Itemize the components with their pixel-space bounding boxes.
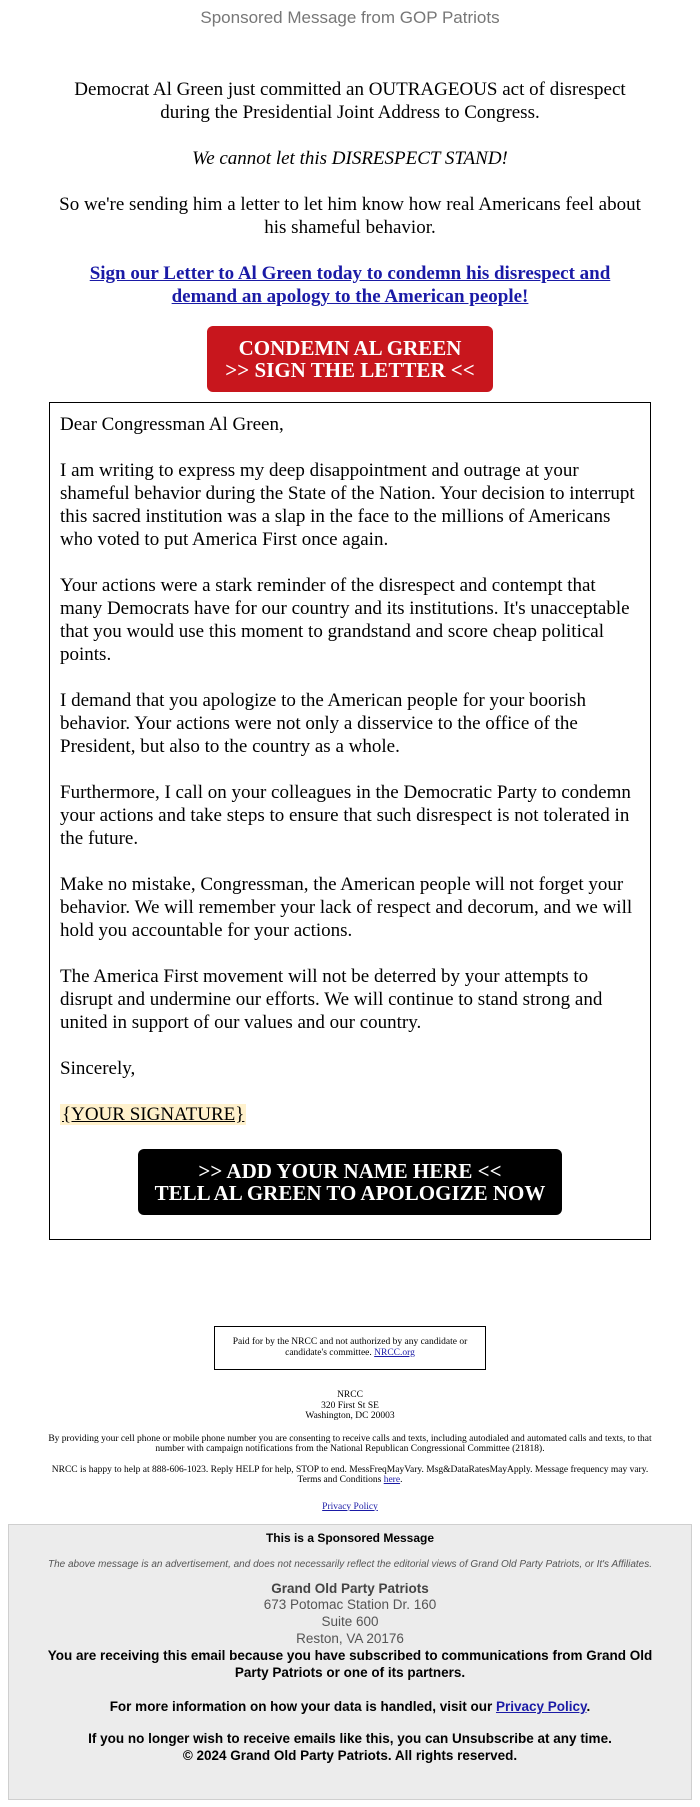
- letter-paragraph: The America First movement will not be deterred by your attempts to disrupt and undermine our efforts. We will continue to stand strong and united in support of our values and our country.: [60, 966, 603, 1033]
- signature-placeholder[interactable]: {YOUR SIGNATURE}: [62, 1104, 245, 1125]
- sign-letter-link[interactable]: Sign our Letter to Al Green today to condemn his disrespect and demand an apology to the American people!: [89, 263, 611, 307]
- footer-data-text: For more information on how your data is handled, visit our: [109, 1699, 493, 1714]
- footer-ad-disclaimer: The above message is an advertisement, and does not necessarily reflect the editorial views of Grand Old Party Patriots, or It's Affiliates.: [47, 1559, 653, 1570]
- letter-paragraph: I demand that you apologize to the American people for your boorish behavior. Your actions were not only a disservice to the office of the President, but also to the country as a whole.: [60, 690, 587, 757]
- intro-paragraph-1: Democrat Al Green just committed an OUTRAGEOUS act of disrespect during the Presidential Joint Address to Congress.: [74, 79, 626, 123]
- letter-signature-line: [60, 1103, 640, 1126]
- paid-for-text: Paid for by the NRCC and not authorized by any candidate or candidate's committee.: [232, 1337, 468, 1358]
- sms-consent-disclaimer: By providing your cell phone or mobile phone number you are consenting to receive calls and texts, including autodialed and automated calls and texts, to that number with campaign notifications from the National Republican Congressional Committee (21818).: [48, 1433, 652, 1454]
- help-text: NRCC is happy to help at 888-606-1023. Reply HELP for help, STOP to end. MessFreqMayVary. Msg&DataRatesMayApply. Message frequency may vary. Terms and Conditions: [51, 1464, 649, 1485]
- footer-copyright: © 2024 Grand Old Party Patriots. All rights reserved.: [182, 1748, 518, 1763]
- intro-link-paragraph: [55, 262, 645, 308]
- letter-paragraph: I am writing to express my deep disappointment and outrage at your shameful behavior during the State of the Nation. Your decision to interrupt this sacred institution was a slap in the face to the millions of Americans who voted to put America First once again.: [60, 460, 635, 550]
- letter-closing: Sincerely,: [60, 1058, 136, 1079]
- footer-data-line: [9, 1699, 691, 1714]
- letter-box: [49, 402, 651, 1240]
- footer-unsubscribe-text[interactable]: If you no longer wish to receive emails like this, you can Unsubscribe at any time.: [88, 1731, 612, 1746]
- nrcc-street: 320 First St SE: [321, 1400, 379, 1411]
- letter-salutation: Dear Congressman Al Green,: [60, 414, 284, 435]
- footer-org-name: Grand Old Party Patriots: [271, 1581, 429, 1596]
- footer-subscribed-text: You are receiving this email because you have subscribed to communications from Grand Old Party Patriots or one of its partners.: [47, 1648, 653, 1680]
- intro-paragraph-3: So we're sending him a letter to let him know how real Americans feel about his shameful behavior.: [59, 194, 641, 238]
- sponsored-footer: [8, 1524, 692, 1800]
- add-name-button-line1: >> ADD YOUR NAME HERE <<: [198, 1159, 502, 1183]
- nrcc-city: Washington, DC 20003: [305, 1411, 395, 1421]
- privacy-policy-link[interactable]: Privacy Policy: [322, 1501, 378, 1512]
- letter-paragraph: Your actions were a stark reminder of the disrespect and contempt that many Democrats have for our country and its institutions. It's unacceptable that you would use this moment to grandstand and score cheap political points.: [60, 575, 630, 665]
- condemn-button-line1: CONDEMN AL GREEN: [238, 336, 462, 360]
- footer-address-line3: Reston, VA 20176: [296, 1631, 404, 1646]
- letter-paragraph: Furthermore, I call on your colleagues in the Democratic Party to condemn your actions and take steps to ensure that such disrespect is not tolerated in the future.: [60, 782, 631, 849]
- intro-section: [55, 78, 645, 308]
- nrcc-link[interactable]: NRCC.org: [374, 1348, 415, 1358]
- privacy-section: [0, 1502, 700, 1512]
- letter-paragraph: Make no mistake, Congressman, the American people will not forget your behavior. We will remember your lack of respect and decorum, and we will hold you accountable for your actions.: [60, 874, 633, 941]
- terms-link[interactable]: here: [383, 1475, 401, 1485]
- footer-address-line2: Suite 600: [321, 1614, 379, 1629]
- help-period: .: [400, 1475, 403, 1485]
- help-disclaimer: [45, 1465, 655, 1486]
- condemn-button-line2: >> SIGN THE LETTER <<: [225, 358, 475, 382]
- footer-address-line1: 673 Potomac Station Dr. 160: [263, 1597, 437, 1612]
- add-name-button-line2: TELL AL GREEN TO APOLOGIZE NOW: [154, 1181, 546, 1205]
- add-your-name-button[interactable]: [138, 1149, 562, 1215]
- sponsored-header: Sponsored Message from GOP Patriots: [200, 8, 500, 27]
- footer-privacy-link[interactable]: Privacy Policy: [495, 1699, 587, 1714]
- nrcc-address: [0, 1390, 700, 1422]
- footer-title: This is a Sponsored Message: [265, 1531, 435, 1545]
- condemn-sign-letter-button[interactable]: [207, 326, 493, 392]
- paid-for-box: [214, 1326, 486, 1370]
- nrcc-name: NRCC: [337, 1390, 363, 1400]
- intro-paragraph-2: We cannot let this DISRESPECT STAND!: [192, 148, 508, 169]
- footer-data-period: .: [586, 1699, 591, 1714]
